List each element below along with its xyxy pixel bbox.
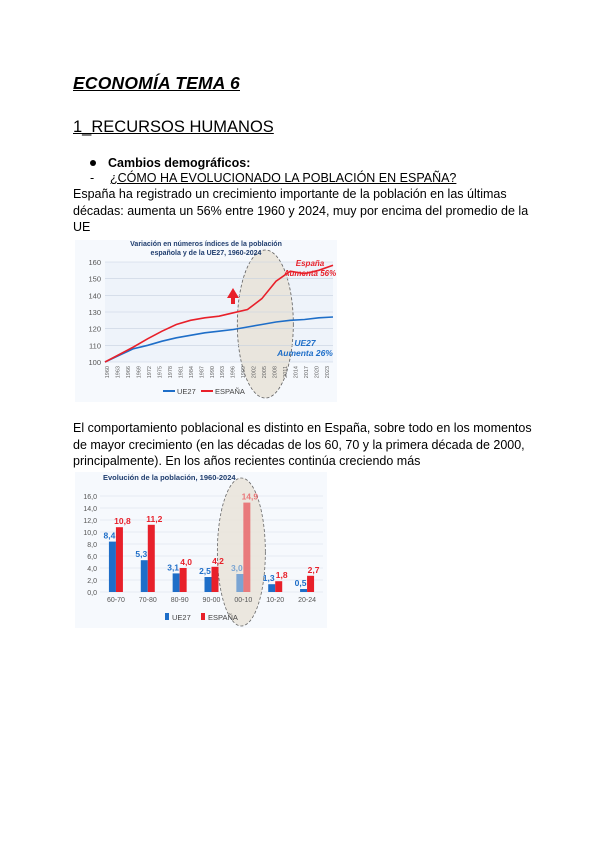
y-tick-label: 130: [88, 308, 101, 317]
bar-ue27: [300, 589, 307, 592]
x-tick-label: 2023: [325, 366, 331, 379]
y-tick-label: 120: [88, 324, 101, 334]
data-label: 2,5: [199, 566, 211, 576]
data-label: 2,7: [307, 564, 320, 575]
legend-swatch-ue27: [165, 613, 169, 620]
paragraph-line: décadas: aumenta un 56% entre 1960 y 2024, muy por encima del promedio de la: [73, 203, 529, 218]
data-label: 1,8: [275, 570, 288, 581]
data-label: 11,2: [146, 513, 163, 524]
paragraph-line: de mayor crecimiento (en las décadas de los 60, 70 y la primera década de 2000,: [73, 437, 525, 452]
x-tick-label: 80-90: [170, 597, 189, 604]
x-tick-label: 1969: [136, 366, 143, 379]
y-tick-label: 6,0: [87, 554, 97, 561]
data-label: 4,0: [180, 557, 193, 567]
bar-espana: [307, 576, 314, 592]
x-tick-label: 1987: [199, 366, 206, 379]
x-tick-label: 1981: [178, 366, 185, 379]
bullet-text: Cambios demográficos:: [108, 156, 251, 170]
data-label: 1,3: [262, 573, 275, 584]
bar-espana: [148, 525, 155, 592]
y-tick-label: 12,0: [83, 518, 97, 525]
sub-dash: -: [90, 171, 95, 185]
x-tick-label: 1972: [146, 366, 153, 379]
paragraph-line: UE: [73, 220, 91, 234]
x-tick-label: 70-80: [138, 597, 157, 604]
bar-espana: [275, 581, 282, 592]
y-tick-label: 160: [88, 258, 101, 267]
sub-item: [90, 171, 456, 185]
bar-ue27: [205, 577, 212, 592]
bar-espana: [243, 503, 250, 592]
data-label: 0,5: [294, 578, 307, 588]
x-tick-label: 1960: [105, 366, 111, 379]
y-tick-label: 110: [89, 341, 101, 351]
y-tick-label: 0,0: [87, 590, 97, 597]
line-chart: [75, 240, 337, 402]
sub-question-link[interactable]: ¿CÓMO HA EVOLUCIONADO LA POBLACIÓN EN ESPAÑA?: [110, 171, 457, 185]
data-label: 8,4: [103, 530, 116, 541]
y-tick-label: 150: [88, 274, 101, 284]
y-tick-label: 4,0: [87, 566, 97, 573]
y-tick-label: 16,0: [83, 494, 97, 501]
paragraph-line: principalmente). En los años recientes continúa creciendo más: [73, 454, 421, 468]
data-label: 5,3: [135, 549, 148, 560]
x-tick-label: 1963: [115, 366, 122, 379]
legend-label-espana: ESPAÑA: [215, 387, 245, 396]
annotation-espana: España: [295, 259, 325, 268]
annotation-espana: Aumenta 56%: [283, 269, 337, 278]
x-tick-label: 1978: [167, 366, 174, 379]
legend-label-ue27: UE27: [177, 387, 196, 396]
y-tick-label: 10,0: [83, 530, 97, 537]
data-label: 3,1: [167, 562, 180, 573]
chart-title: Variación en números índices de la población: [130, 241, 282, 248]
x-tick-label: 2017: [304, 366, 311, 379]
document-title: ECONOMÍA TEMA 6: [73, 73, 240, 93]
bar-ue27: [236, 574, 243, 592]
chart-title: Evolución de la población, 1960-2024: [103, 473, 236, 482]
data-label: 4,2: [212, 555, 224, 566]
bullet-dot-icon: [90, 160, 96, 166]
section-heading: 1_RECURSOS HUMANOS: [73, 118, 274, 136]
legend-label-ue27: UE27: [172, 613, 191, 622]
annotation-ue27: UE27: [294, 338, 316, 348]
bar-espana: [212, 567, 219, 592]
data-label: 10,8: [114, 516, 131, 527]
annotation-ue27: Aumenta 26%: [277, 348, 333, 358]
x-tick-label: 1999: [241, 366, 248, 379]
legend-swatch-espana: [201, 613, 205, 620]
x-tick-label: 1993: [220, 366, 227, 379]
y-tick-label: 140: [88, 291, 101, 301]
y-tick-label: 8,0: [87, 542, 97, 549]
x-tick-label: 2008: [272, 366, 279, 379]
x-tick-label: 00-10: [234, 597, 253, 604]
x-tick-label: 2002: [251, 366, 258, 379]
chart-title: española y de la UE27, 1960-2024: [150, 250, 262, 257]
x-tick-label: 2011: [283, 366, 290, 378]
bar-ue27: [268, 584, 275, 592]
paragraph-line: España ha registrado un crecimiento importante de la población en las últimas: [73, 187, 507, 201]
bar-ue27: [141, 560, 148, 592]
x-tick-label: 10-20: [266, 597, 285, 604]
bar-espana: [180, 568, 187, 592]
x-tick-label: 20-24: [298, 597, 317, 604]
x-tick-label: 1990: [209, 366, 216, 379]
data-label: 14,9: [241, 491, 259, 502]
y-tick-label: 14,0: [83, 506, 97, 513]
x-tick-label: 1984: [188, 366, 195, 379]
y-tick-label: 100: [88, 358, 101, 367]
data-label: 3,0: [230, 563, 243, 573]
x-tick-label: 90-00: [202, 597, 221, 604]
x-tick-label: 1975: [157, 366, 164, 379]
y-tick-label: 2,0: [87, 578, 97, 585]
bar-espana: [116, 527, 123, 592]
paragraph-line: El comportamiento poblacional es distinto en España, sobre todo en los momentos: [73, 421, 532, 435]
x-tick-label: 1996: [230, 366, 237, 379]
bar-chart: [75, 472, 327, 628]
x-tick-label: 2014: [293, 366, 300, 379]
x-tick-label: 60-70: [106, 597, 125, 604]
x-tick-label: 2005: [262, 366, 269, 379]
paragraph-2: [73, 420, 532, 470]
bar-ue27: [173, 573, 180, 592]
paragraph-1: [73, 186, 528, 236]
line-chart-figure: [75, 240, 337, 402]
bar-ue27: [109, 542, 116, 592]
bullet-item: [90, 156, 250, 170]
x-tick-label: 1966: [125, 366, 132, 379]
legend-label-espana: ESPAÑA: [208, 613, 238, 622]
x-tick-label: 2020: [314, 366, 321, 379]
bar-chart-figure: [75, 472, 327, 628]
